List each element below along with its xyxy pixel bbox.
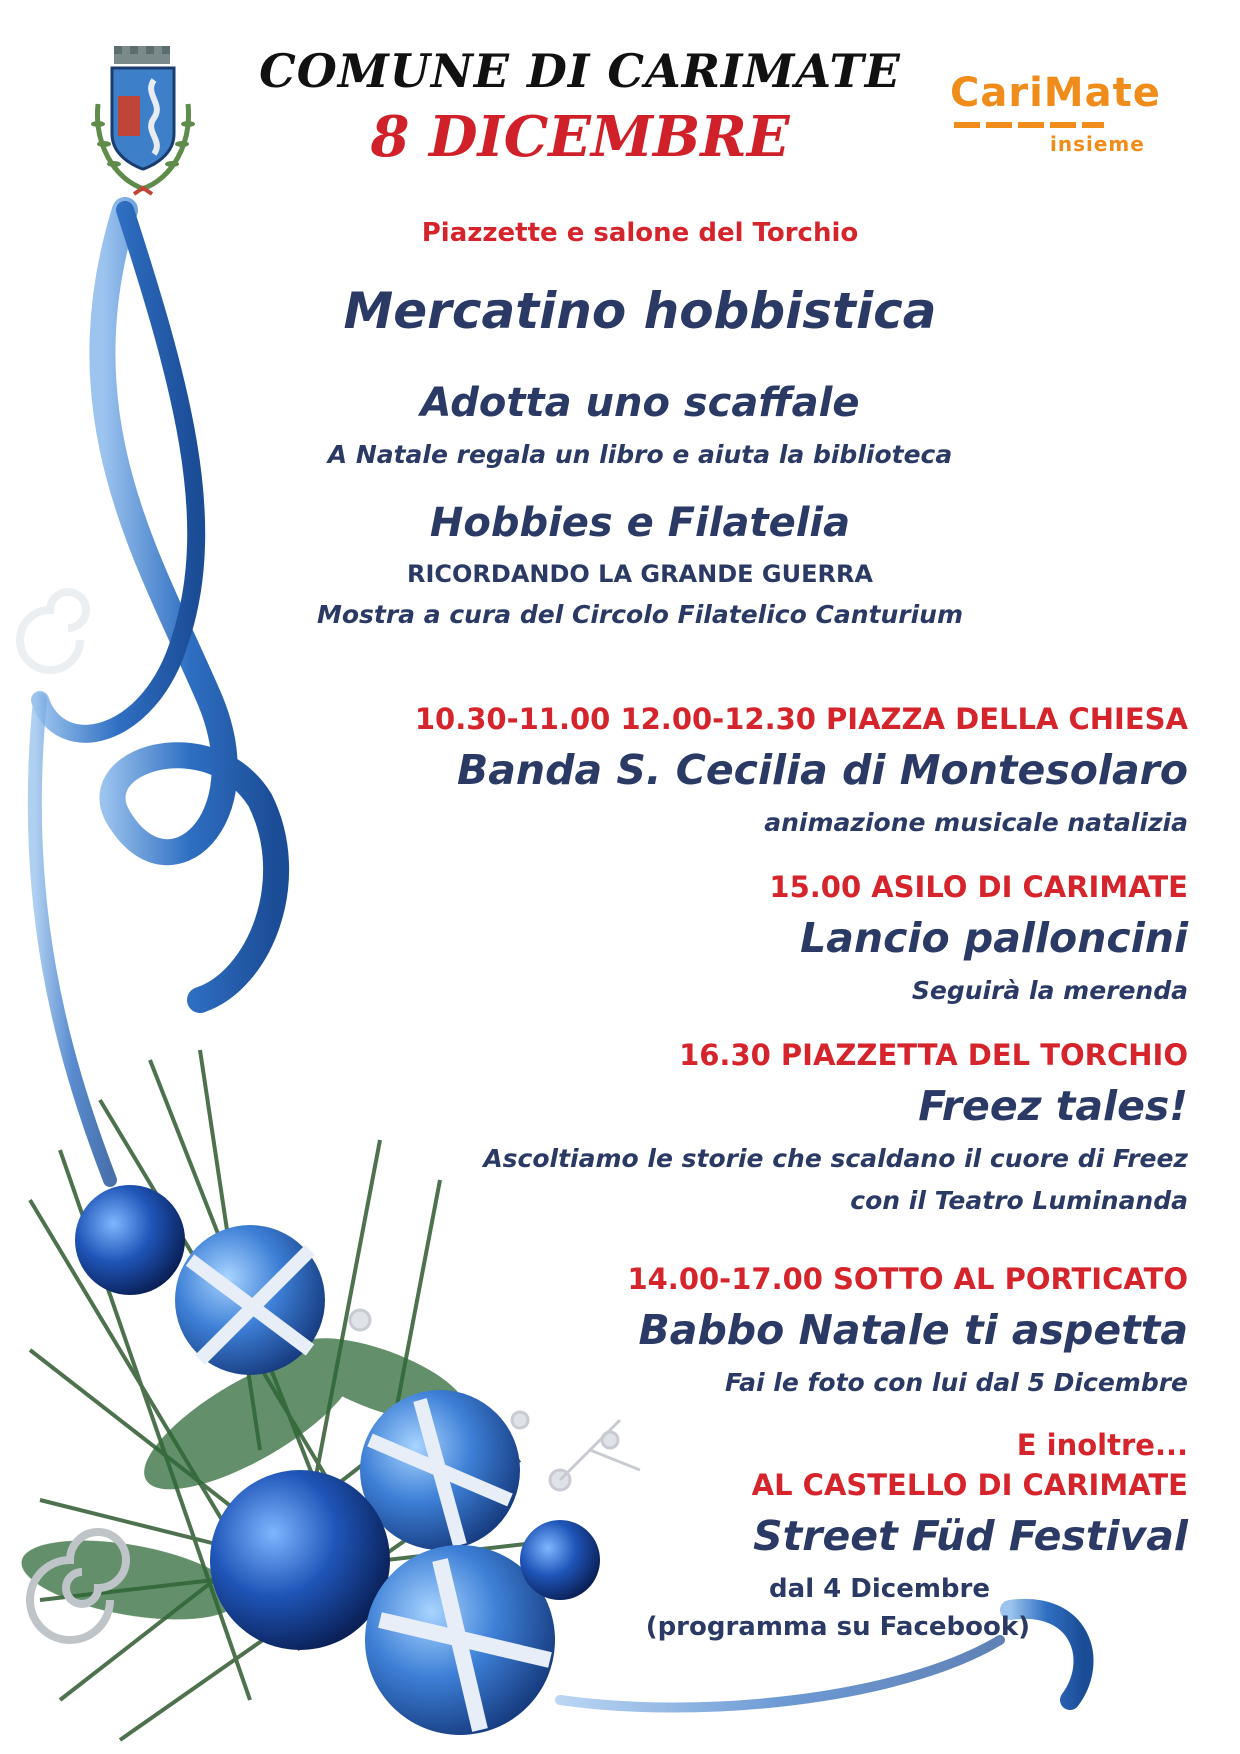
event-title: Babbo Natale ti aspetta [638, 1306, 1188, 1354]
shelf-subtitle: A Natale regala un libro e aiuta la biblioteca [327, 440, 953, 469]
event-time: 10.30-11.00 12.00-12.30 PIAZZA DELLA CHIESA [414, 702, 1188, 736]
town-name: COMUNE DI CARIMATE [259, 44, 901, 98]
extra-title: Street Füd Festival [753, 1512, 1188, 1560]
event-title: Freez tales! [918, 1082, 1188, 1130]
hobbies-subtitle: Mostra a cura del Circolo Filatelico Canturium [316, 600, 964, 629]
hobbies-title: Hobbies e Filatelia [429, 500, 851, 546]
market-title: Mercatino hobbistica [343, 282, 937, 340]
extra-intro: E inoltre... [1016, 1428, 1188, 1462]
extra-date: dal 4 Dicembre [769, 1574, 990, 1604]
logo-bar [954, 122, 1104, 128]
hobbies-caps: RICORDANDO LA GRANDE GUERRA [406, 560, 874, 588]
town-crest-icon [84, 44, 214, 214]
logo-word: CariMate [950, 70, 1161, 116]
event-description: con il Teatro Luminanda [850, 1186, 1188, 1215]
event-date: 8 DICEMBRE [370, 104, 790, 170]
extra-place: AL CASTELLO DI CARIMATE [751, 1468, 1188, 1502]
market-location: Piazzette e salone del Torchio [421, 218, 859, 248]
event-title: Lancio palloncini [800, 914, 1188, 962]
event-description: Fai le foto con lui dal 5 Dicembre [724, 1368, 1188, 1397]
event-time: 15.00 ASILO DI CARIMATE [769, 870, 1188, 904]
event-title: Banda S. Cecilia di Montesolaro [457, 746, 1188, 794]
carimate-insieme-logo [950, 70, 1170, 165]
event-time: 14.00-17.00 SOTTO AL PORTICATO [627, 1262, 1188, 1296]
event-description: Ascoltiamo le storie che scaldano il cuore di Freez [483, 1144, 1188, 1173]
event-time: 16.30 PIAZZETTA DEL TORCHIO [679, 1038, 1188, 1072]
logo-sub: insieme [1050, 132, 1145, 156]
shelf-title: Adotta uno scaffale [420, 380, 860, 426]
event-description: Seguirà la merenda [911, 976, 1188, 1005]
event-description: animazione musicale natalizia [764, 808, 1188, 837]
extra-facebook: (programma su Facebook) [645, 1612, 1030, 1642]
